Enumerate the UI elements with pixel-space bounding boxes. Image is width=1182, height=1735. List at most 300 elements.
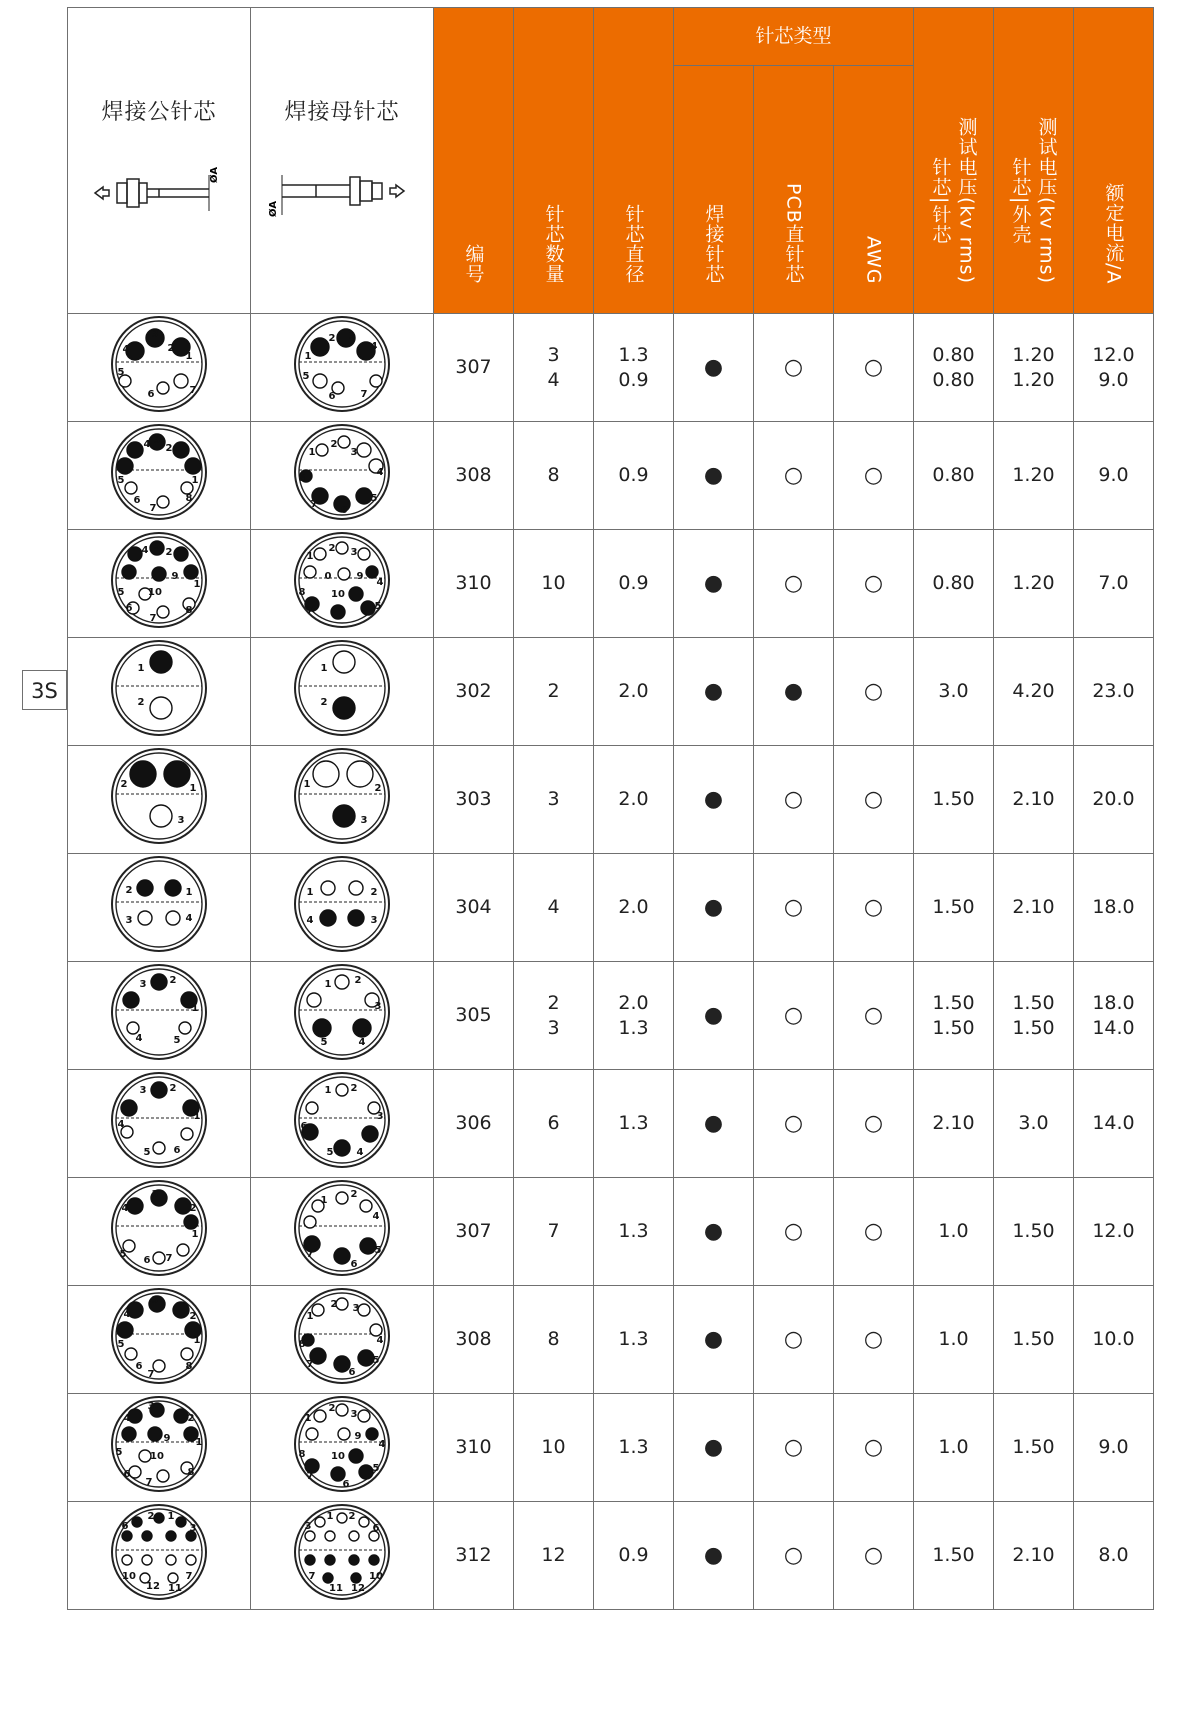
open-mark: ○ bbox=[783, 462, 804, 488]
female-pin-diagram-cell bbox=[251, 1394, 434, 1502]
pin-hollow bbox=[314, 548, 326, 560]
pin-number-label: 10 bbox=[122, 1571, 136, 1582]
code-cell: 302 bbox=[434, 638, 514, 746]
female-pin-diagram-cell bbox=[251, 1070, 434, 1178]
pin-number-label: 5 bbox=[302, 371, 310, 382]
pin-number-label: 4 bbox=[123, 1309, 131, 1320]
pin-solid bbox=[305, 1555, 315, 1565]
voltage-pin-pin-cell: 3.0 bbox=[914, 638, 994, 746]
pin-number-label: 0 bbox=[324, 571, 332, 582]
male-pin-diagram-cell bbox=[68, 854, 251, 962]
pin-number-label: 1 bbox=[191, 475, 199, 486]
male-pin-diagram-cell bbox=[68, 1070, 251, 1178]
pin-solid bbox=[154, 1513, 164, 1523]
pin-number-label: 1 bbox=[326, 1511, 334, 1522]
pin-solid bbox=[313, 1019, 331, 1037]
awg-mark-cell bbox=[834, 530, 914, 638]
pin-number-label: 1 bbox=[320, 1195, 328, 1206]
pin-number-label: 3 bbox=[352, 1303, 360, 1314]
voltage-pin-pin-cell: 1.0 bbox=[914, 1178, 994, 1286]
pin-hollow bbox=[157, 382, 169, 394]
pin-number-label: 6 bbox=[135, 1361, 143, 1372]
pin-count-cell: 10 bbox=[514, 1394, 594, 1502]
code-cell: 312 bbox=[434, 1502, 514, 1610]
filled-mark: ● bbox=[703, 462, 724, 488]
awg-mark-cell bbox=[834, 854, 914, 962]
pin-number-label: 10 bbox=[369, 1571, 383, 1582]
open-mark: ○ bbox=[863, 1326, 884, 1352]
pin-hollow bbox=[313, 374, 327, 388]
awg-header: AWG bbox=[834, 66, 914, 314]
pin-number-label: 8 bbox=[187, 1467, 195, 1478]
pin-number-label: 3 bbox=[151, 329, 159, 340]
female-pin-title: 焊接母针芯 bbox=[284, 100, 400, 125]
pin-number-label: 10 bbox=[331, 589, 345, 600]
open-mark: ○ bbox=[783, 354, 804, 380]
pin-number-label: 4 bbox=[117, 1119, 125, 1130]
male-pin-diagram-cell bbox=[68, 1178, 251, 1286]
pin-hollow bbox=[360, 1200, 372, 1212]
awg-mark-cell bbox=[834, 638, 914, 746]
pin-solid bbox=[361, 601, 375, 615]
pin-number-label: 1 bbox=[306, 887, 314, 898]
voltage-pin-pin-cell: 1.50 bbox=[914, 746, 994, 854]
spec-row bbox=[68, 962, 1154, 1070]
pin-number-label: 3 bbox=[370, 915, 378, 926]
pin-number-label: 8 bbox=[185, 493, 193, 504]
open-mark: ○ bbox=[783, 1002, 804, 1028]
pin-number-label: 6 bbox=[143, 1255, 151, 1266]
filled-mark: ● bbox=[703, 1002, 724, 1028]
pin-number-label: 2 bbox=[167, 343, 175, 354]
pin-number-label: 7 bbox=[185, 1571, 193, 1582]
pin-number-label: 2 bbox=[328, 1403, 336, 1414]
open-mark: ○ bbox=[863, 678, 884, 704]
pin-solid bbox=[366, 1428, 378, 1440]
pin-diameter-cell: 2.0 1.3 bbox=[594, 962, 674, 1070]
voltage-pin-pin-cell: 1.0 bbox=[914, 1286, 994, 1394]
male-pinout-diagram bbox=[109, 854, 209, 954]
pin-number-label: 3 bbox=[350, 447, 358, 458]
pin-number-label: 7 bbox=[165, 1253, 173, 1264]
voltage-pin-pin-cell: 0.80 bbox=[914, 422, 994, 530]
pin-count-cell: 8 bbox=[514, 1286, 594, 1394]
solder-mark-cell bbox=[674, 1394, 754, 1502]
connector-spec-table bbox=[67, 7, 1154, 1610]
pin-number-label: 4 bbox=[376, 467, 384, 478]
pin-number-label: 4 bbox=[123, 1413, 131, 1424]
female-pin-diagram-cell bbox=[251, 962, 434, 1070]
current-cell: 12.0 9.0 bbox=[1074, 314, 1154, 422]
pin-solid bbox=[174, 1409, 188, 1423]
filled-mark: ● bbox=[703, 786, 724, 812]
current-cell: 18.0 14.0 bbox=[1074, 962, 1154, 1070]
female-pinout-diagram bbox=[292, 638, 392, 738]
current-cell: 18.0 bbox=[1074, 854, 1154, 962]
female-pin-diagram-cell bbox=[251, 1286, 434, 1394]
female-pinout-diagram bbox=[292, 422, 392, 522]
female-pinout-diagram bbox=[292, 962, 392, 1062]
pin-number-label: 6 bbox=[173, 1145, 181, 1156]
pin-number-label: 7 bbox=[149, 613, 157, 624]
pin-number-label: 7 bbox=[147, 1369, 155, 1380]
open-mark: ○ bbox=[783, 786, 804, 812]
pin-number-label: 8 bbox=[298, 1449, 306, 1460]
solder-mark-cell bbox=[674, 638, 754, 746]
pin-solid bbox=[165, 880, 181, 896]
pin-number-label: 4 bbox=[122, 344, 130, 355]
pin-solid bbox=[121, 1100, 137, 1116]
pin-number-label: 2 bbox=[165, 547, 173, 558]
current-cell: 9.0 bbox=[1074, 422, 1154, 530]
pin-number-label: 9 bbox=[163, 1433, 171, 1444]
code-cell: 306 bbox=[434, 1070, 514, 1178]
current-cell: 7.0 bbox=[1074, 530, 1154, 638]
pin-solid bbox=[173, 442, 189, 458]
female-pin-diagram-cell bbox=[251, 638, 434, 746]
male-pinout-diagram bbox=[109, 1070, 209, 1170]
open-mark: ○ bbox=[783, 894, 804, 920]
voltage-pin-pin-cell: 1.50 1.50 bbox=[914, 962, 994, 1070]
pin-number-label: 8 bbox=[298, 587, 306, 598]
male-pinout-diagram bbox=[109, 314, 209, 414]
male-pinout-diagram bbox=[109, 746, 209, 846]
solder-mark-cell bbox=[674, 422, 754, 530]
pin-number-label: 6 bbox=[340, 505, 348, 516]
current-cell: 10.0 bbox=[1074, 1286, 1154, 1394]
solder-mark-cell bbox=[674, 1070, 754, 1178]
pin-number-label: 3 bbox=[348, 331, 356, 342]
pin-hollow bbox=[181, 1128, 193, 1140]
pin-hollow bbox=[347, 761, 373, 787]
pin-diameter-cell: 2.0 bbox=[594, 854, 674, 962]
pin-number-label: 1 bbox=[304, 351, 312, 362]
pin-solid bbox=[117, 458, 133, 474]
pin-number-label: 9 bbox=[171, 571, 179, 582]
pcb-mark-cell bbox=[754, 1394, 834, 1502]
open-mark: ○ bbox=[783, 1542, 804, 1568]
pin-solid bbox=[320, 910, 336, 926]
voltage-pin-shell-cell: 1.20 bbox=[994, 530, 1074, 638]
pin-count-cell: 10 bbox=[514, 530, 594, 638]
pin-number-label: 3 bbox=[125, 915, 133, 926]
pin-hollow bbox=[153, 1252, 165, 1264]
pin-solid bbox=[325, 1555, 335, 1565]
pin-number-label: 1 bbox=[195, 1437, 203, 1448]
spec-rows bbox=[68, 314, 1154, 1610]
pcb-mark-cell bbox=[754, 638, 834, 746]
pin-hollow bbox=[312, 1304, 324, 1316]
pin-solid bbox=[323, 1573, 333, 1583]
solder-mark-cell bbox=[674, 1502, 754, 1610]
male-pinout-diagram bbox=[109, 1394, 209, 1494]
spec-row bbox=[68, 1070, 1154, 1178]
series-label: 3S bbox=[22, 670, 67, 710]
awg-mark-cell bbox=[834, 1394, 914, 1502]
female-pin-diagram-cell bbox=[251, 1502, 434, 1610]
pin-hollow bbox=[304, 1216, 316, 1228]
pin-number-label: 5 bbox=[326, 1147, 334, 1158]
male-pinout-diagram bbox=[109, 638, 209, 738]
filled-mark: ● bbox=[703, 1218, 724, 1244]
pin-count-cell: 2 3 bbox=[514, 962, 594, 1070]
voltage-pin-shell-cell: 1.50 bbox=[994, 1178, 1074, 1286]
pin-hollow bbox=[333, 651, 355, 673]
open-mark: ○ bbox=[783, 1434, 804, 1460]
pin-number-label: 1 bbox=[193, 1111, 201, 1122]
female-pin-sketch bbox=[251, 165, 433, 228]
current-cell: 14.0 bbox=[1074, 1070, 1154, 1178]
female-pinout-diagram bbox=[292, 854, 392, 954]
filled-mark: ● bbox=[703, 354, 724, 380]
pin-number-label: 1 bbox=[189, 783, 197, 794]
pin-hollow bbox=[142, 1555, 152, 1565]
male-pin-diagram-cell bbox=[68, 746, 251, 854]
voltage-pin-shell-cell: 3.0 bbox=[994, 1070, 1074, 1178]
pin-hollow bbox=[315, 1517, 325, 1527]
pin-solid bbox=[122, 1531, 132, 1541]
pin-hollow bbox=[370, 375, 382, 387]
pin-solid bbox=[173, 1302, 189, 1318]
open-mark: ○ bbox=[863, 1218, 884, 1244]
pin-hollow bbox=[338, 436, 350, 448]
pin-solid bbox=[349, 1555, 359, 1565]
pin-hollow bbox=[122, 1555, 132, 1565]
pin-type-header: 针芯类型 bbox=[674, 8, 914, 66]
pin-number-label: 7 bbox=[306, 1249, 314, 1260]
filled-mark: ● bbox=[703, 1326, 724, 1352]
pin-diameter-cell: 2.0 bbox=[594, 638, 674, 746]
pin-number-label: 8 bbox=[185, 1361, 193, 1372]
pin-number-label: 5 bbox=[117, 367, 125, 378]
pin-number-label: 7 bbox=[308, 1571, 316, 1582]
pin-hollow bbox=[177, 1244, 189, 1256]
pin-number-label: 2 bbox=[120, 779, 128, 790]
pin-number-label: 11 bbox=[329, 1583, 343, 1594]
pin-number-label: 1 bbox=[193, 1335, 201, 1346]
female-pinout-diagram bbox=[292, 530, 392, 630]
pin-number-label: 1 bbox=[137, 663, 145, 674]
female-pin-diagram-cell bbox=[251, 314, 434, 422]
pin-number-label: 2 bbox=[187, 1413, 195, 1424]
pin-number-label: 7 bbox=[360, 389, 368, 400]
pin-number-label: 5 bbox=[320, 1037, 328, 1048]
pin-solid bbox=[362, 1126, 378, 1142]
solder-mark-cell bbox=[674, 530, 754, 638]
male-pin-diagram-cell bbox=[68, 314, 251, 422]
current-cell: 8.0 bbox=[1074, 1502, 1154, 1610]
pin-count-cell: 3 bbox=[514, 746, 594, 854]
pin-number-label: 4 bbox=[356, 1147, 364, 1158]
male-pin-title: 焊接公针芯 bbox=[101, 100, 217, 125]
pin-hollow bbox=[336, 542, 348, 554]
pin-solid bbox=[151, 974, 167, 990]
pin-hollow bbox=[358, 1304, 370, 1316]
solder-mark-cell bbox=[674, 1286, 754, 1394]
spec-row bbox=[68, 530, 1154, 638]
open-mark: ○ bbox=[863, 894, 884, 920]
female-pinout-diagram bbox=[292, 746, 392, 846]
pin-number-label: 7 bbox=[306, 605, 314, 616]
pin-number-label: 1 bbox=[191, 1003, 199, 1014]
pin-number-label: 1 bbox=[320, 663, 328, 674]
male-pin-diagram-cell bbox=[68, 1502, 251, 1610]
pin-number-label: 1 bbox=[185, 351, 193, 362]
awg-mark-cell bbox=[834, 1070, 914, 1178]
open-mark: ○ bbox=[863, 1110, 884, 1136]
pcb-mark-cell bbox=[754, 530, 834, 638]
pin-number-label: 3 bbox=[147, 1401, 155, 1412]
pin-number-label: 5 bbox=[115, 1447, 123, 1458]
pcb-mark-cell bbox=[754, 1286, 834, 1394]
pin-solid bbox=[150, 651, 172, 673]
pin-hollow bbox=[138, 911, 152, 925]
pin-number-label: 2 bbox=[328, 543, 336, 554]
pin-number-label: 6 bbox=[123, 1469, 131, 1480]
pin-hollow bbox=[335, 975, 349, 989]
female-pinout-diagram bbox=[292, 1070, 392, 1170]
pin-hollow bbox=[307, 993, 321, 1007]
awg-mark-cell bbox=[834, 1178, 914, 1286]
male-pin-diagram-cell bbox=[68, 422, 251, 530]
pin-number-label: 4 bbox=[185, 913, 193, 924]
filled-mark: ● bbox=[703, 570, 724, 596]
pin-number-label: 4 bbox=[370, 341, 378, 352]
open-mark: ○ bbox=[783, 1110, 804, 1136]
pin-number-label: 9 bbox=[356, 571, 364, 582]
female-pin-diagram-cell bbox=[251, 422, 434, 530]
pcb-mark-cell bbox=[754, 1502, 834, 1610]
code-cell: 308 bbox=[434, 1286, 514, 1394]
voltage-pin-shell-cell: 1.50 1.50 bbox=[994, 962, 1074, 1070]
open-mark: ○ bbox=[863, 1002, 884, 1028]
pin-number-label: 7 bbox=[145, 1477, 153, 1488]
pin-hollow bbox=[336, 1192, 348, 1204]
pin-solid bbox=[122, 565, 136, 579]
voltage-pin-shell-cell: 1.20 bbox=[994, 422, 1074, 530]
awg-mark-cell bbox=[834, 1286, 914, 1394]
pin-number-label: 10 bbox=[150, 1451, 164, 1462]
pin-number-label: 6 bbox=[300, 1121, 308, 1132]
pin-number-label: 5 bbox=[173, 1035, 181, 1046]
current-cell: 23.0 bbox=[1074, 638, 1154, 746]
open-mark: ○ bbox=[783, 1326, 804, 1352]
voltage-pin-pin-cell: 1.0 bbox=[914, 1394, 994, 1502]
pin-hollow bbox=[336, 1084, 348, 1096]
open-mark: ○ bbox=[783, 1218, 804, 1244]
pin-diameter-cell: 1.3 bbox=[594, 1178, 674, 1286]
pin-solid bbox=[334, 1140, 350, 1156]
spec-row bbox=[68, 746, 1154, 854]
pin-number-label: 8 bbox=[185, 605, 193, 616]
male-pinout-diagram bbox=[109, 530, 209, 630]
male-pinout-diagram bbox=[109, 962, 209, 1062]
pin-diameter-cell: 1.3 bbox=[594, 1286, 674, 1394]
pin-number-label: 4 bbox=[372, 1211, 380, 1222]
pin-number-label: 3 bbox=[139, 979, 147, 990]
spec-row bbox=[68, 1286, 1154, 1394]
pin-number-label: 2 bbox=[330, 439, 338, 450]
pin-solid bbox=[184, 565, 198, 579]
pcb-header: PCB直针芯 bbox=[754, 66, 834, 314]
pin-hollow bbox=[325, 1531, 335, 1541]
pin-solid bbox=[359, 1465, 373, 1479]
pin-hollow bbox=[168, 1573, 178, 1583]
open-mark: ○ bbox=[863, 786, 884, 812]
male-pin-diagram-cell bbox=[68, 638, 251, 746]
pin-number-label: 1 bbox=[303, 779, 311, 790]
open-mark: ○ bbox=[863, 462, 884, 488]
pin-number-label: 5 bbox=[372, 1463, 380, 1474]
pin-number-label: 4 bbox=[378, 1439, 386, 1450]
pin-number-label: 5 bbox=[143, 1147, 151, 1158]
solder-mark-cell bbox=[674, 854, 754, 962]
pin-hollow bbox=[349, 881, 363, 895]
pin-number-label: 7 bbox=[306, 1359, 314, 1370]
pin-number-label: 10 bbox=[148, 587, 162, 598]
pin-number-label: 6 bbox=[125, 603, 133, 614]
pin-number-label: 5 bbox=[117, 1339, 125, 1350]
pin-solid bbox=[311, 338, 329, 356]
pin-number-label: 1 bbox=[324, 979, 332, 990]
open-mark: ○ bbox=[863, 570, 884, 596]
pin-number-label: 12 bbox=[351, 1583, 365, 1594]
pin-number-label: 7 bbox=[149, 503, 157, 514]
code-cell: 310 bbox=[434, 530, 514, 638]
pin-count-cell: 12 bbox=[514, 1502, 594, 1610]
female-pin-diagram-cell bbox=[251, 746, 434, 854]
pin-number-label: 5 bbox=[374, 601, 382, 612]
female-pinout-diagram bbox=[292, 1178, 392, 1278]
awg-mark-cell bbox=[834, 746, 914, 854]
pin-solid bbox=[130, 761, 156, 787]
pin-number-label: 1 bbox=[185, 887, 193, 898]
spec-row bbox=[68, 422, 1154, 530]
pin-number-label: 8 bbox=[298, 473, 306, 484]
current-cell: 9.0 bbox=[1074, 1394, 1154, 1502]
pin-diameter-cell: 0.9 bbox=[594, 530, 674, 638]
filled-mark: ● bbox=[783, 678, 804, 704]
pin-hollow bbox=[313, 761, 339, 787]
pin-number-label: 6 bbox=[348, 1367, 356, 1378]
female-pin-diagram-cell bbox=[251, 530, 434, 638]
pin-solid bbox=[142, 1531, 152, 1541]
voltage-pin-pin-cell: 1.50 bbox=[914, 1502, 994, 1610]
pin-hollow bbox=[357, 443, 371, 457]
spec-row bbox=[68, 1178, 1154, 1286]
male-pin-diagram-cell bbox=[68, 962, 251, 1070]
pin-solid bbox=[184, 1215, 198, 1229]
pin-number-label: 2 bbox=[348, 1511, 356, 1522]
pin-number-label: 2 bbox=[354, 975, 362, 986]
male-pin-header bbox=[68, 8, 251, 314]
pin-solid bbox=[331, 605, 345, 619]
svg-text:ØA: ØA bbox=[268, 200, 279, 217]
code-cell: 307 bbox=[434, 314, 514, 422]
spec-row bbox=[68, 1394, 1154, 1502]
pin-diameter-cell: 0.9 bbox=[594, 422, 674, 530]
pin-number-label: 6 bbox=[147, 389, 155, 400]
pin-number-label: 6 bbox=[342, 1479, 350, 1490]
pin-hollow bbox=[186, 1555, 196, 1565]
code-cell: 307 bbox=[434, 1178, 514, 1286]
filled-mark: ● bbox=[703, 1542, 724, 1568]
filled-mark: ● bbox=[703, 894, 724, 920]
pin-hollow bbox=[157, 496, 169, 508]
pin-hollow bbox=[166, 911, 180, 925]
pin-number-label: 2 bbox=[370, 887, 378, 898]
pin-diameter-cell: 1.3 0.9 bbox=[594, 314, 674, 422]
